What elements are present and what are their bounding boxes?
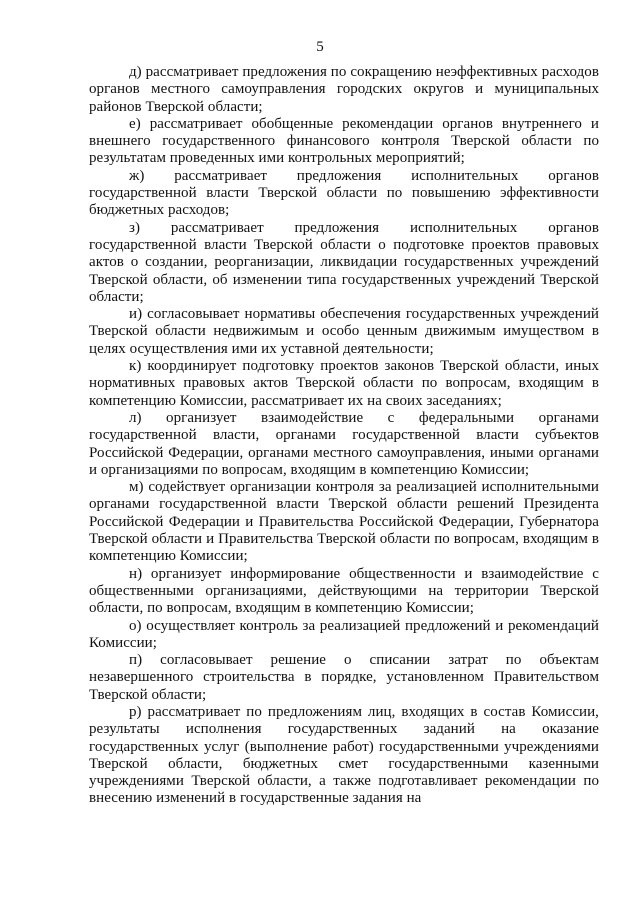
paragraph-zh: ж) рассматривает предложения исполнительных органов государственной власти Тверской области по повышению эффективности бюджетных расходов; xyxy=(89,167,599,219)
page-number: 5 xyxy=(316,39,324,55)
paragraph-o: о) осуществляет контроль за реализацией предложений и рекомендаций Комиссии; xyxy=(89,617,599,651)
paragraph-p: п) согласовывает решение о списании затрат по объектам незавершенного строительства в порядке, установленном Правительством Тверской области; xyxy=(89,652,599,703)
paragraph-d: д) рассматривает предложения по сокращению неэффективных расходов органов местного самоуправления городских округов и муниципальных районов Тверской области; xyxy=(89,64,599,115)
document-body xyxy=(89,64,599,808)
paragraph-k: к) координирует подготовку проектов законов Тверской области, иных нормативных правовых актов Тверской области по вопросам, входящим в компетенцию Комиссии, рассматривает их на своих заседаниях; xyxy=(89,358,599,409)
paragraph-l: л) организует взаимодействие с федеральными органами государственной власти, органами государственной власти субъектов Российской Федерации, органами местного самоуправления, иными органами и организациями по вопросам, входящим в компетенцию Комиссии; xyxy=(89,409,599,478)
paragraph-i: и) согласовывает нормативы обеспечения государственных учреждений Тверской области недвижимым и особо ценным движимым имуществом в целях осуществления ими их уставной деятельности; xyxy=(89,306,599,357)
paragraph-e: е) рассматривает обобщенные рекомендации органов внутреннего и внешнего государственного финансового контроля Тверской области по результатам проведенных ими контрольных мероприятий; xyxy=(89,115,599,167)
paragraph-r: р) рассматривает по предложениям лиц, входящих в состав Комиссии, результаты исполнения государственных заданий на оказание государственных услуг (выполнение работ) государственными учреждениями Тверской области, бюджетных смет государственными казенными учреждениями Тверской области, а также подготавливает рекомендации по внесению изменений в государственные задания на xyxy=(89,703,599,807)
paragraph-n: н) организует информирование общественности и взаимодействие с общественными организациями, действующими на территории Тверской области, по вопросам, входящим в компетенцию Комиссии; xyxy=(89,565,599,617)
paragraph-z: з) рассматривает предложения исполнительных органов государственной власти Тверской области о подготовке проектов правовых актов о создании, реорганизации, ликвидации государственных учреждений Тверской области, об изменении типа государственных учреждений Тверской области; xyxy=(89,219,599,305)
paragraph-m: м) содействует организации контроля за реализацией исполнительными органами государственной власти Тверской области решений Президента Российской Федерации и Правительства Российской Федерации, Губернатора Тверской области и Правительства Тверской области по вопросам, входящим в компетенцию Комиссии; xyxy=(89,479,599,565)
